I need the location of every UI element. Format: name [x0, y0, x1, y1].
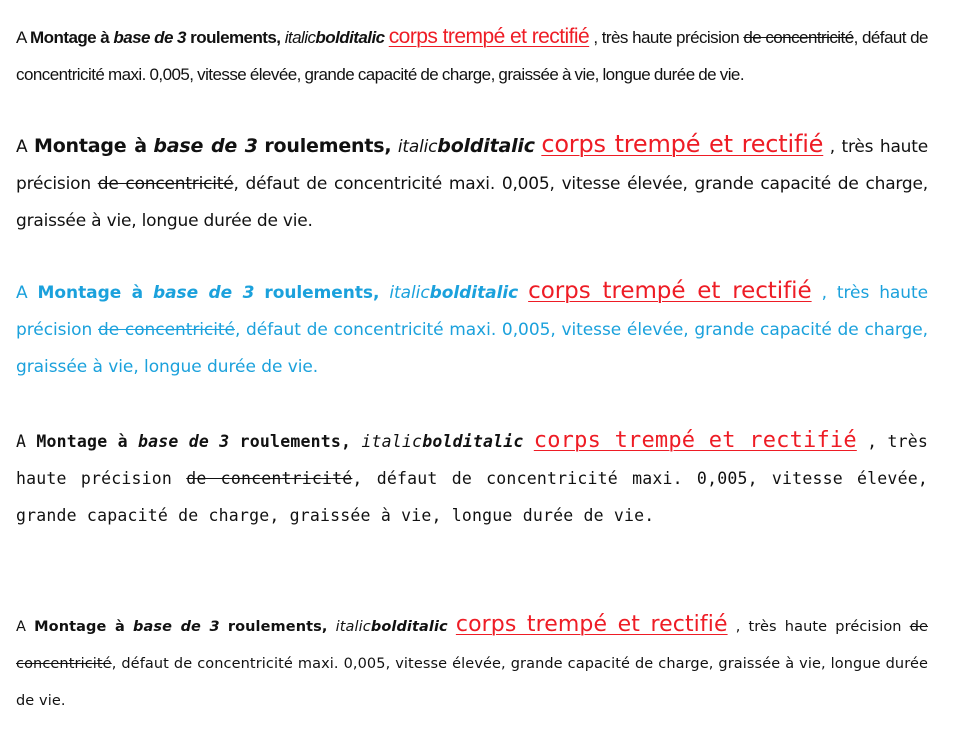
bold-text-2: roulements, — [227, 619, 328, 635]
tail-text: , défaut de concentricité maxi. 0,005, vitesse élevée, grande capacité de charge, graissée à vie, longue durée de vie. — [16, 320, 928, 377]
highlight-text: corps trempé et rectifié — [533, 428, 857, 453]
prefix: A — [16, 432, 37, 451]
tail-text: , défaut de concentricité maxi. 0,005, vitesse élevée, grande capacité de charge, graissée à vie, longue durée de vie. — [16, 469, 928, 525]
strike-text: de concentricité — [743, 28, 854, 47]
paragraph-5 — [16, 606, 928, 720]
paragraph-3 — [16, 273, 928, 386]
paragraph-4 — [16, 422, 928, 534]
prefix: A — [16, 283, 38, 303]
bolditalic-text-2: bolditalic — [370, 619, 448, 635]
italic-text: italic — [284, 28, 316, 47]
bold-text-2: roulements, — [239, 432, 352, 451]
strike-text: de concentricité — [97, 174, 234, 194]
prefix: A — [16, 137, 34, 157]
bold-text: Montage à — [37, 283, 144, 303]
italic-text: italic — [361, 432, 423, 451]
bold-text-2: roulements, — [264, 283, 380, 303]
mid-text: , très haute précision — [16, 283, 929, 340]
bold-text-2: roulements, — [264, 135, 392, 157]
bolditalic-text: base de 3 — [133, 619, 220, 635]
paragraph-2 — [16, 126, 928, 240]
bold-text: Montage à — [33, 135, 147, 157]
bolditalic-text-2: bolditalic — [315, 28, 385, 47]
prefix: A — [16, 28, 31, 47]
mid-text: , très haute précision — [16, 137, 928, 194]
italic-text: italic — [389, 283, 430, 303]
bolditalic-text-2: bolditalic — [437, 135, 535, 157]
strike-text: de concentricité — [16, 619, 929, 672]
bolditalic-text-2: bolditalic — [422, 432, 524, 451]
highlight-text: corps trempé et rectifié — [388, 25, 590, 48]
bold-text: Montage à — [34, 619, 125, 635]
bolditalic-text: base de 3 — [153, 283, 255, 303]
strike-text: de concentricité — [186, 469, 353, 488]
bold-text: Montage à — [36, 432, 128, 451]
italic-text: italic — [397, 137, 438, 157]
bolditalic-text-2: bolditalic — [429, 283, 519, 303]
tail-text: , défaut de concentricité maxi. 0,005, vitesse élevée, grande capacité de charge, graissée à vie, longue durée de vie. — [16, 174, 928, 231]
highlight-text: corps trempé et rectifié — [528, 278, 812, 304]
paragraph-1 — [16, 18, 928, 93]
tail-text: , défaut de concentricité maxi. 0,005, vitesse élevée, grande capacité de charge, graissée à vie, longue durée de vie. — [16, 28, 928, 84]
mid-text: , très haute précision — [593, 28, 744, 47]
prefix: A — [16, 619, 35, 635]
mid-text: , très haute précision — [16, 432, 928, 488]
bolditalic-text: base de 3 — [153, 135, 258, 157]
tail-text: , défaut de concentricité maxi. 0,005, vitesse élevée, grande capacité de charge, graissée à vie, longue durée de vie. — [16, 656, 928, 709]
highlight-text: corps trempé et rectifié — [455, 612, 728, 637]
bolditalic-text: base de 3 — [113, 28, 186, 47]
bolditalic-text: base de 3 — [137, 432, 230, 451]
strike-text: de concentricité — [98, 320, 235, 340]
mid-text: , très haute précision — [735, 619, 910, 635]
bold-text: Montage à — [30, 28, 110, 47]
italic-text: italic — [335, 619, 371, 635]
bold-text-2: roulements, — [190, 28, 281, 47]
highlight-text: corps trempé et rectifié — [541, 130, 824, 158]
